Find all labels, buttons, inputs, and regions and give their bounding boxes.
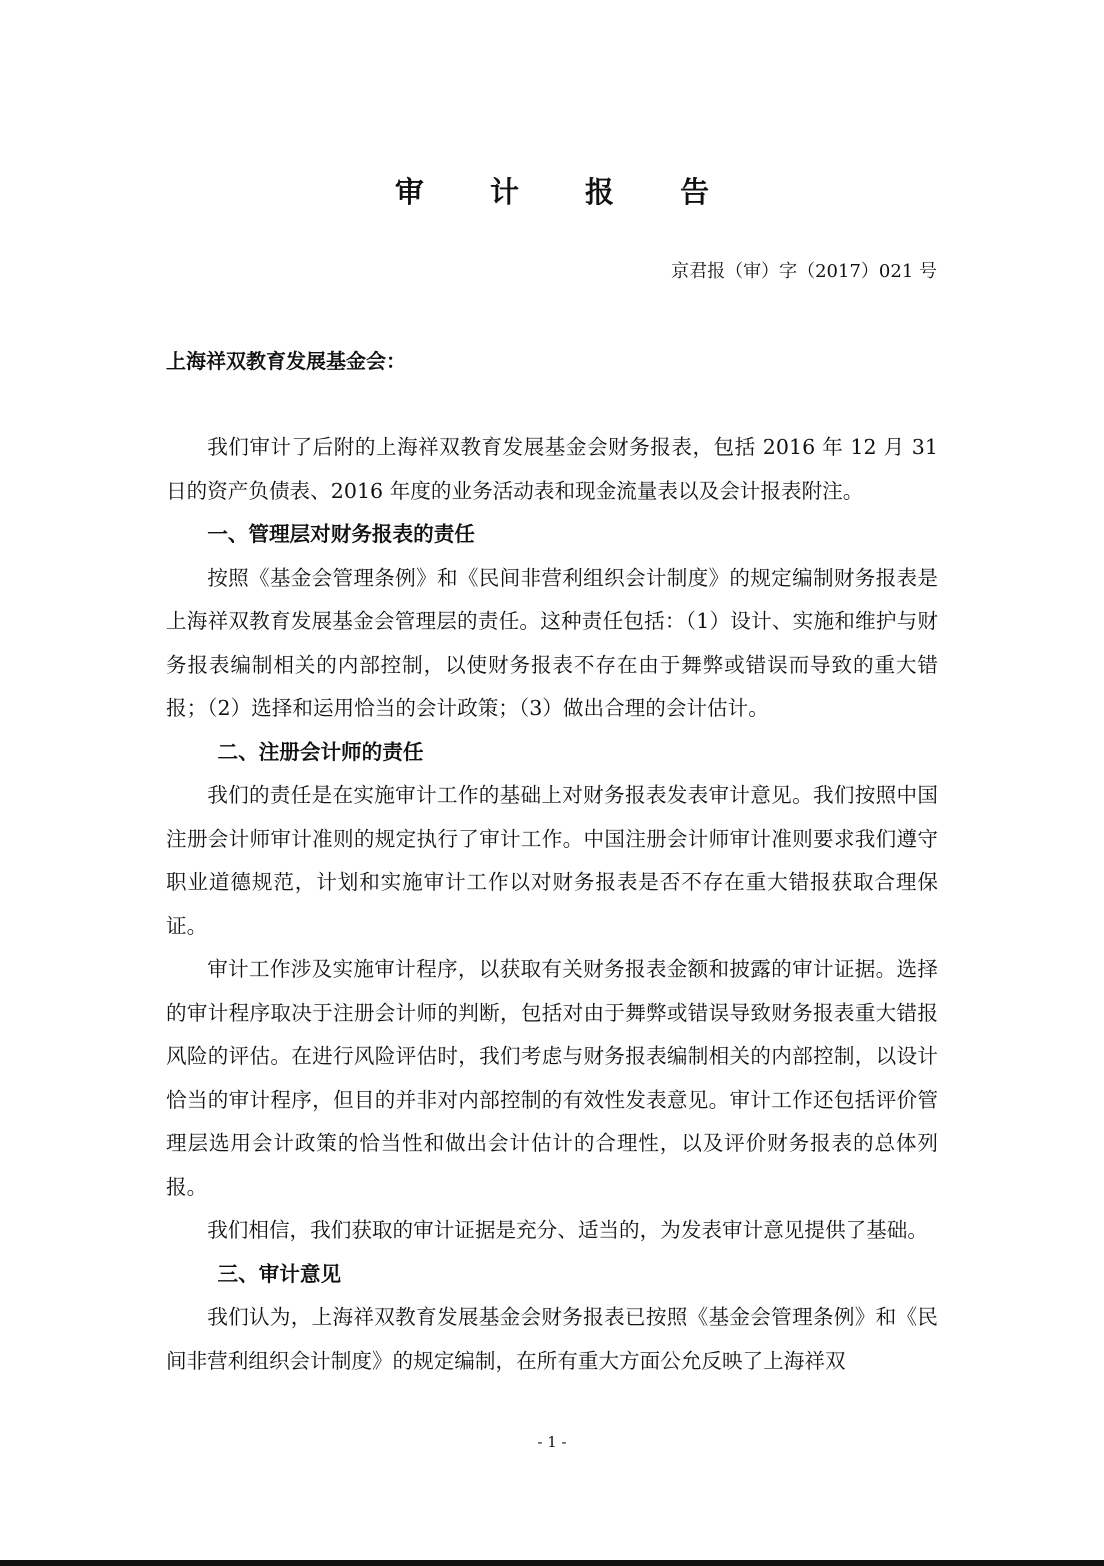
- report-title: 审 计 报 告: [394, 175, 738, 209]
- page-number: - 1 -: [537, 1433, 567, 1451]
- section-heading-auditor: 二、注册会计师的责任: [217, 739, 424, 764]
- intro-paragraph: 我们审计了后附的上海祥双教育发展基金会财务报表，包括 2016 年 12 月 31 日的资产负债表、2016 年度的业务活动表和现金流量表以及会计报表附注。: [166, 435, 938, 503]
- reference-number: 京君报（审）字（2017）021 号: [671, 261, 937, 282]
- audit-procedures-paragraph: 审计工作涉及实施审计程序，以获取有关财务报表金额和披露的审计证据。选择的审计程序取决于注册会计师的判断，包括对由于舞弊或错误导致财务报表重大错报风险的评估。在进行风险评估时，我们考虑与财务报表编制相关的内部控制，以设计恰当的审计程序，但目的并非对内部控制的有效性发表意见。审计工作还包括评价管理层选用会计政策的恰当性和做出会计估计的合理性，以及评价财务报表的总体列报。: [166, 957, 938, 1199]
- addressee: 上海祥双教育发展基金会：: [166, 349, 406, 373]
- bottom-divider: [0, 1560, 1104, 1566]
- report-body: [166, 426, 938, 1383]
- management-responsibility-paragraph: 按照《基金会管理条例》和《民间非营利组织会计制度》的规定编制财务报表是上海祥双教育发展基金会管理层的责任。这种责任包括：（1）设计、实施和维护与财务报表编制相关的内部控制，以使财务报表不存在由于舞弊或错误而导致的重大错报；（2）选择和运用恰当的会计政策；（3）做出合理的会计估计。: [166, 565, 938, 720]
- section-heading-opinion: 三、审计意见: [217, 1261, 342, 1286]
- auditor-responsibility-paragraph: 我们的责任是在实施审计工作的基础上对财务报表发表审计意见。我们按照中国注册会计师审计准则的规定执行了审计工作。中国注册会计师审计准则要求我们遵守职业道德规范，计划和实施审计工作以对财务报表是否不存在重大错报获取合理保证。: [166, 783, 938, 938]
- audit-evidence-paragraph: 我们相信，我们获取的审计证据是充分、适当的，为发表审计意见提供了基础。: [207, 1218, 928, 1242]
- section-heading-management: 一、管理层对财务报表的责任: [207, 522, 475, 546]
- audit-opinion-paragraph: 我们认为，上海祥双教育发展基金会财务报表已按照《基金会管理条例》和《民间非营利组织会计制度》的规定编制，在所有重大方面公允反映了上海祥双: [166, 1305, 938, 1373]
